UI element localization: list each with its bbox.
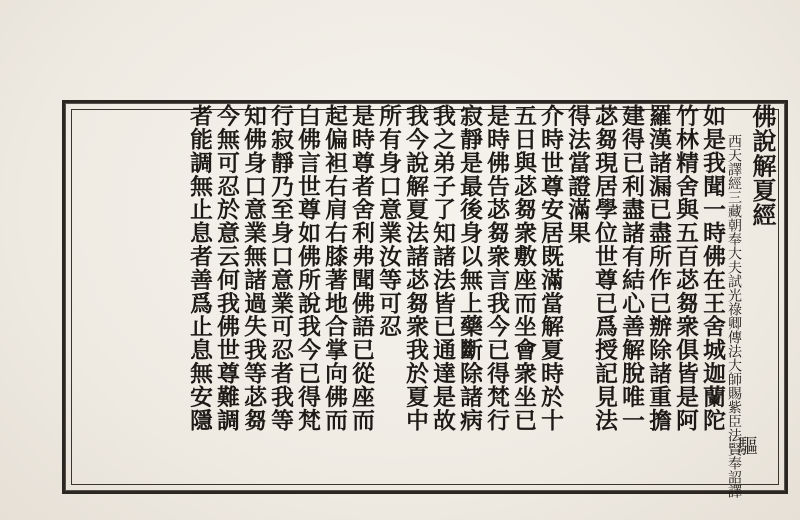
text-column: 介時世尊安居既滿當解夏時於十 [537,104,563,432]
text-column: 行寂靜乃至身口意業可忍者我等 [267,104,293,432]
text-column: 建得已利盡諸有結心善解脫唯一 [618,104,644,432]
text-column: 所有身口意業汝等可忍 [375,104,401,338]
text-column: 得法當證滿果 [564,104,590,245]
text-column: 者能調無止息者善爲止息無安隱 [186,104,212,432]
text-column: 我今說解夏法諸苾芻衆我於夏中 [402,104,428,432]
text-column: 我之弟子了知諸法皆已通達是故 [429,104,455,432]
text-column: 知佛身口意業無諸過失我等苾芻 [240,104,266,432]
text-column: 如是我聞一時佛在王舍城迦蘭陀 [699,104,725,432]
translator-line: 西天譯經三藏朝奉大夫試光祿卿傳法大師賜紫臣法賢奉詔譯 [726,134,742,498]
text-column: 是時尊者舍利弗聞佛語已從座而 [348,104,374,432]
text-column: 今無可忍於意云何我佛世尊難調 [213,104,239,432]
text-column: 起偏袒右肩右膝著地合掌向佛而 [321,104,347,432]
text-column: 苾芻現居學位世尊已爲授記見法 [591,104,617,432]
text-column: 羅漢諸漏已盡所作已辦除諸重擔 [645,104,671,432]
sutra-title: 佛說解夏經 [748,104,777,227]
sutra-text-block [68,104,777,498]
text-column: 五日與苾芻衆敷座而坐會衆坐已 [510,104,536,432]
text-column: 寂靜是最後身以無上藥斷除諸病 [456,104,482,432]
margin-note: 驅 [738,434,758,458]
text-column: 竹林精舍與五百苾芻衆俱皆是阿 [672,104,698,432]
text-column: 是時佛告苾芻衆言我今已得梵行 [483,104,509,432]
text-column: 白佛言世尊如佛所說我今已得梵 [294,104,320,432]
